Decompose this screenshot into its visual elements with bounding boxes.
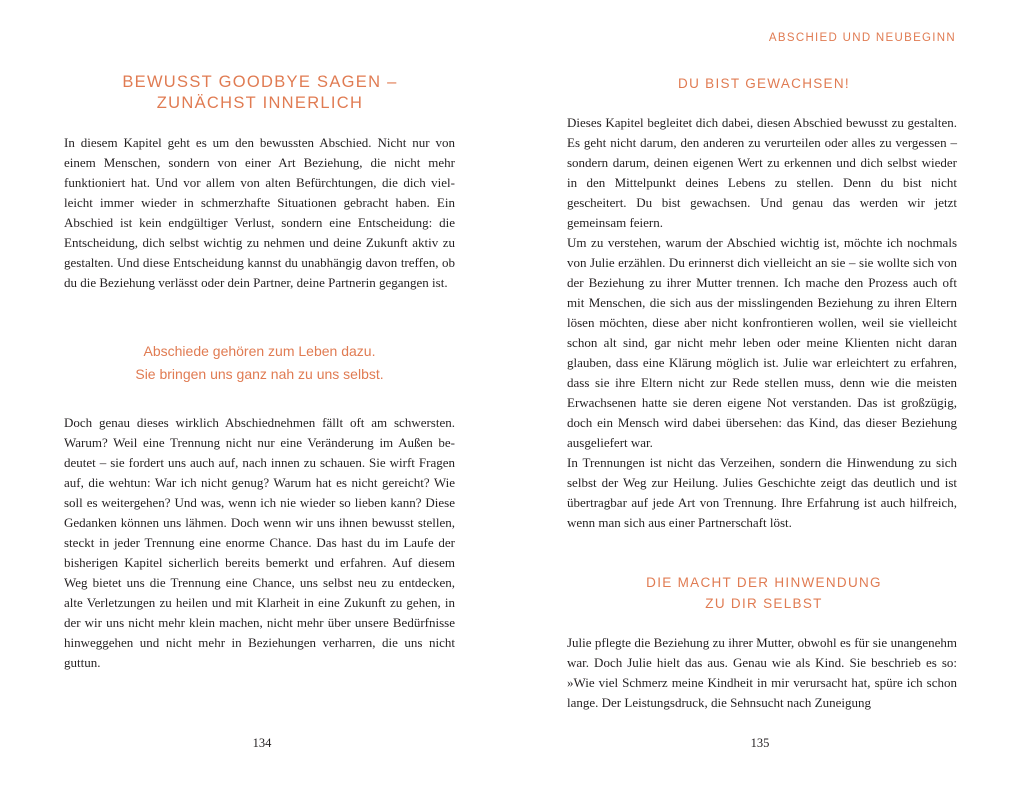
section-heading-2 <box>568 572 960 614</box>
pull-quote-line-2: Sie bringen uns ganz nah zu uns selbst. <box>135 366 384 382</box>
section-heading-1-line-1: DU BIST GEWACHSEN! <box>678 76 850 91</box>
right-body-text-2 <box>567 633 957 713</box>
chapter-heading-line-2: ZUNÄCHST INNERLICH <box>156 94 364 112</box>
paragraph: Julie pflegte die Beziehung zu ihrer Mutter, obwohl es für sie unangenehm war. Doch Julie hielt das aus. Genau wie als Kind. Sie beschrieb es so: »Wie viel Schmerz meine Kindheit in mir verursacht hat, spüre ich schon lange. Der Leistungsdruck, die Sehnsucht nach Zuneigung <box>567 635 957 710</box>
page-number-right: 135 <box>750 736 770 750</box>
paragraph: In diesem Kapitel geht es um den bewussten Abschied. Nicht nur von einem Menschen, sondern von einer Art Beziehung, die nicht mehr funktioniert hat. Und vor allem von alten Befürchtungen, die dich vielleicht immer wieder in schmerzhafte Situationen gebracht haben. Ein Abschied ist kein endgültiger Verlust, sondern eine Entscheidung: die Entscheidung, dich selbst wichtig zu nehmen und deine Zukunft aktiv zu gestalten. Und diese Entscheidung kannst du unabhängig davon treffen, ob du die Beziehung verlässt oder dein Partner, deine Partnerin gegangen ist. <box>64 135 455 290</box>
chapter-heading <box>64 72 456 114</box>
running-head: ABSCHIED UND NEUBEGINN <box>768 32 956 44</box>
pull-quote-line-1: Abschiede gehören zum Leben dazu. <box>143 343 376 359</box>
paragraph: Doch genau dieses wirklich Abschiednehmen fällt oft am schwersten. Warum? Weil eine Trennung nicht nur eine Veränderung im Außen bedeutet – sie fordert uns auch auf, nach innen zu schauen. Sie wirft Fragen auf, die wehtun: War ich nicht genug? Warum hat es nicht gereicht? Wie soll es weitergehen? Und was, wenn ich nie wieder so lieben kann? Diese Gedanken können uns lähmen. Doch wenn wir uns ihnen bewusst stellen, steckt in jeder Trennung eine enorme Chance. Das hast du im Laufe der bisherigen Kapitel sicherlich bereits bemerkt und erfahren. Auf diesem Weg bietet uns die Trennung eine Chance, uns selbst neu zu entdecken, alte Verletzungen zu heilen und mit Klarheit in eine Zukunft zu gehen, in der wir uns nicht mehr klein machen, nicht mehr über unsere Bedürfnisse hinweggehen und nicht mehr in Beziehungen verharren, die uns nicht guttun. <box>64 415 455 670</box>
right-body-text-1 <box>567 113 957 533</box>
left-body-text-2 <box>64 413 455 673</box>
section-heading-2-line-1: DIE MACHT DER HINWENDUNG <box>646 575 882 590</box>
paragraph: In Trennungen ist nicht das Verzeihen, sondern die Hinwendung zu sich selbst der Weg zur Heilung. Julies Geschichte zeigt das deutlich und ist übertragbar auf jede Art von Trennung. Ihre Erfahrung ist auch hilfreich, wenn man sich aus einer Partnerschaft löst. <box>567 455 957 530</box>
chapter-heading-line-1: BEWUSST GOODBYE SAGEN – <box>122 73 398 91</box>
paragraph: Um zu verstehen, warum der Abschied wichtig ist, möchte ich nochmals von Julie erzählen. Du erinnerst dich vielleicht an sie – sie wollte sich von der Beziehung zu ihrer Mutter trennen. Ich mache den Prozess auch oft mit Menschen, die sich aus der misslingenden Beziehung zu ihren Eltern lösen möchten, diese aber nicht konfrontieren wollen, weil sie vielleicht schon alt sind, gar nicht mehr leben oder meine Klienten nicht daran glauben, dass eine Klärung möglich ist. Julie war erleichtert zu erfahren, dass sie ihre Eltern nicht zur Rede stellen muss, denn wie die meisten Erwachsenen hatte sie deren eigene Not verstanden. Das ist großzügig, doch ein Mensch wird dabei übersehen: das Kind, das dieser Beziehung ausgeliefert war. <box>567 235 957 450</box>
section-heading-1 <box>568 73 960 94</box>
right-page <box>510 0 1020 793</box>
left-body-text-1 <box>64 133 455 293</box>
paragraph: Dieses Kapitel begleitet dich dabei, diesen Abschied bewusst zu gestalten. Es geht nicht darum, den anderen zu verurteilen oder alles zu vergessen – sondern darum, deinen eigenen Wert zu erkennen und dich selbst wieder in den Mittelpunkt deines Lebens zu stellen. Denn du bist nicht gescheitert. Du bist gewachsen. Und genau das werden wir jetzt gemeinsam feiern. <box>567 115 957 230</box>
section-heading-2-line-2: ZU DIR SELBST <box>705 596 823 611</box>
pull-quote <box>64 340 455 386</box>
page-number-left: 134 <box>252 736 272 750</box>
